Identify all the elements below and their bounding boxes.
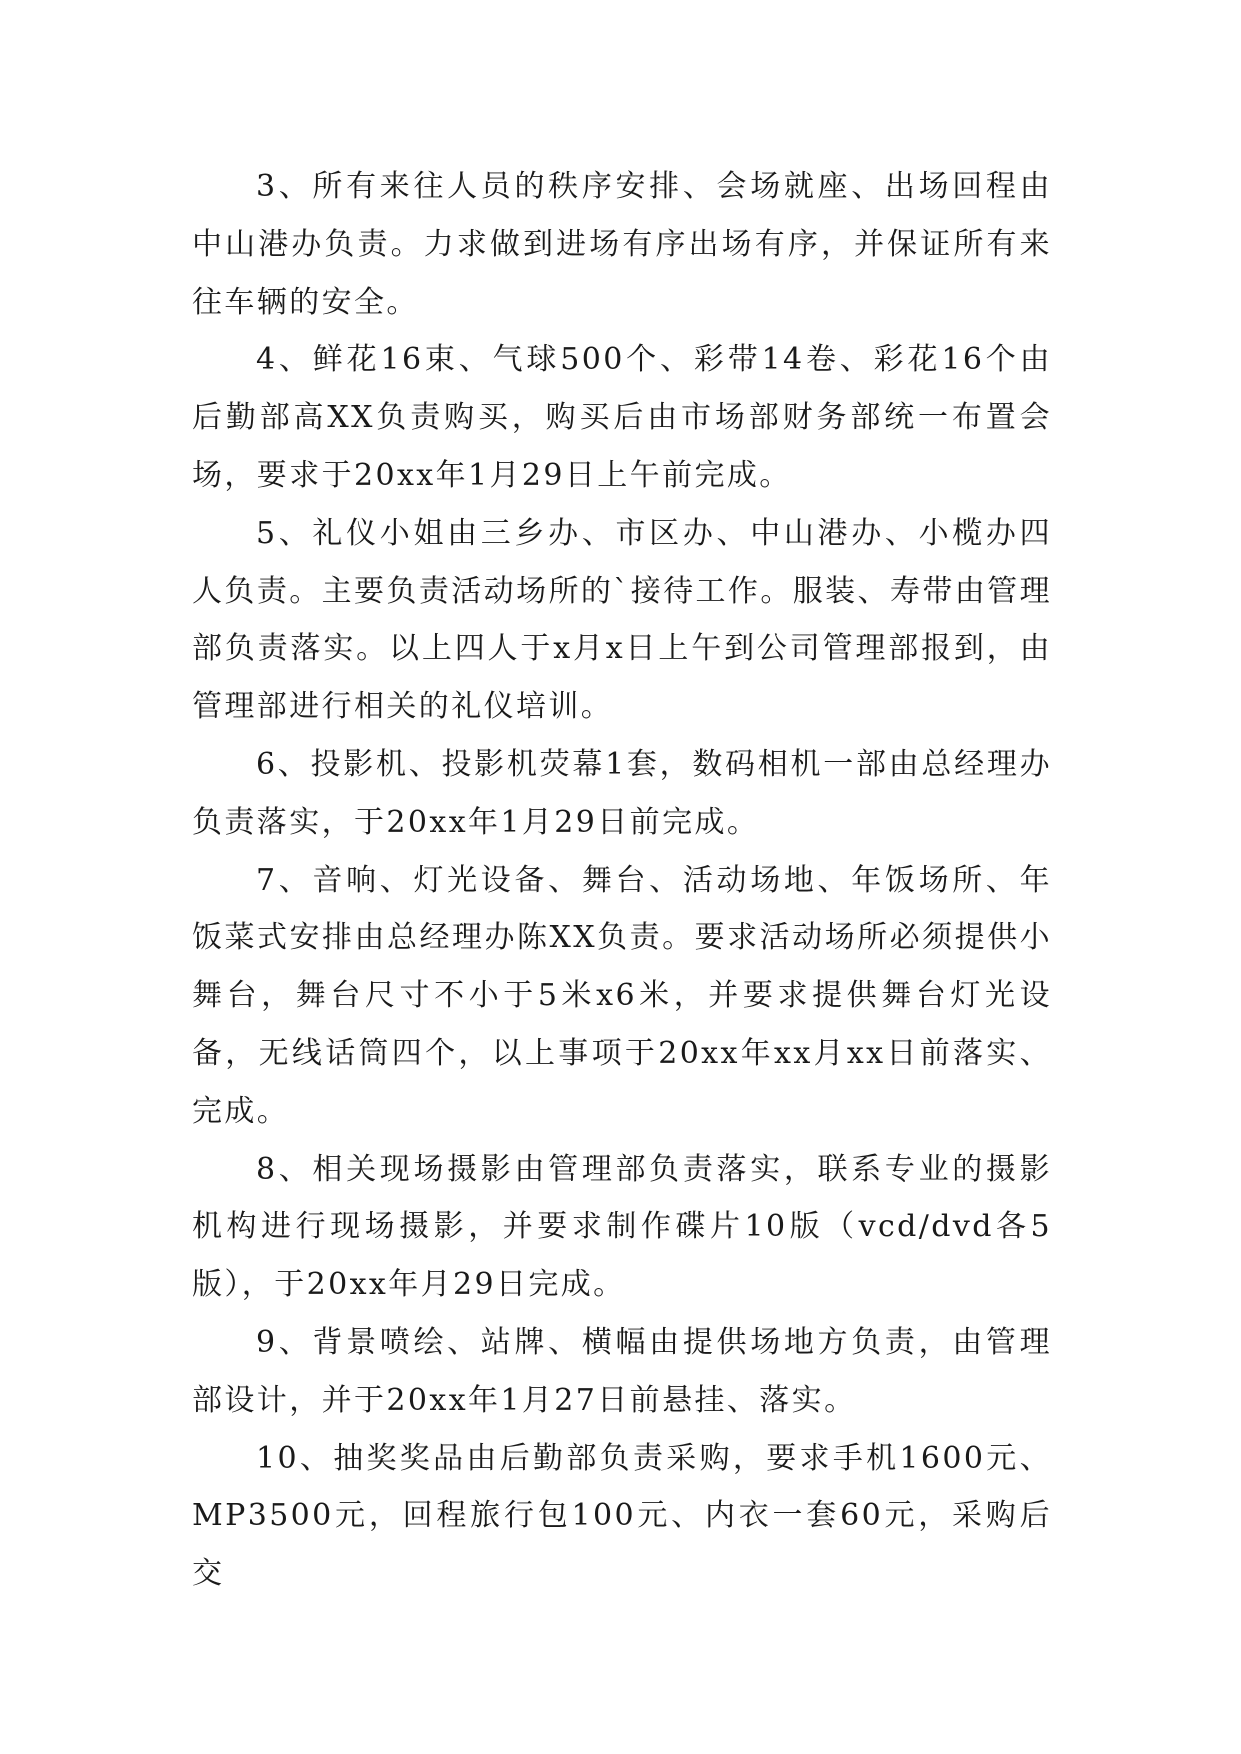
document-body (192, 158, 1052, 1603)
paragraph-item-8: 8、相关现场摄影由管理部负责落实，联系专业的摄影机构进行现场摄影，并要求制作碟片10版（vcd/dvd各5版），于20xx年月29日完成。 (192, 1151, 1052, 1303)
paragraph-item-9: 9、背景喷绘、站牌、横幅由提供场地方负责，由管理部设计，并于20xx年1月27日前悬挂、落实。 (192, 1324, 1052, 1418)
paragraph-item-10: 10、抽奖奖品由后勤部负责采购，要求手机1600元、MP3500元，回程旅行包100元、内衣一套60元，采购后交 (192, 1440, 1052, 1592)
paragraph-item-5: 5、礼仪小姐由三乡办、市区办、中山港办、小榄办四人负责。主要负责活动场所的`接待工作。服装、寿带由管理部负责落实。以上四人于x月x日上午到公司管理部报到，由管理部进行相关的礼仪培训。 (192, 515, 1052, 725)
paragraph-item-3: 3、所有来往人员的秩序安排、会场就座、出场回程由中山港办负责。力求做到进场有序出场有序，并保证所有来往车辆的安全。 (192, 169, 1052, 320)
paragraph-item-6: 6、投影机、投影机荧幕1套，数码相机一部由总经理办负责落实，于20xx年1月29日前完成。 (192, 746, 1052, 840)
paragraph-item-7: 7、音响、灯光设备、舞台、活动场地、年饭场所、年饭菜式安排由总经理办陈XX负责。要求活动场所必须提供小舞台，舞台尺寸不小于5米x6米，并要求提供舞台灯光设备，无线话筒四个，以上事项于20xx年xx月xx日前落实、完成。 (192, 862, 1052, 1129)
paragraph-item-4: 4、鲜花16束、气球500个、彩带14卷、彩花16个由后勤部高XX负责购买，购买后由市场部财务部统一布置会场，要求于20xx年1月29日上午前完成。 (192, 342, 1052, 493)
